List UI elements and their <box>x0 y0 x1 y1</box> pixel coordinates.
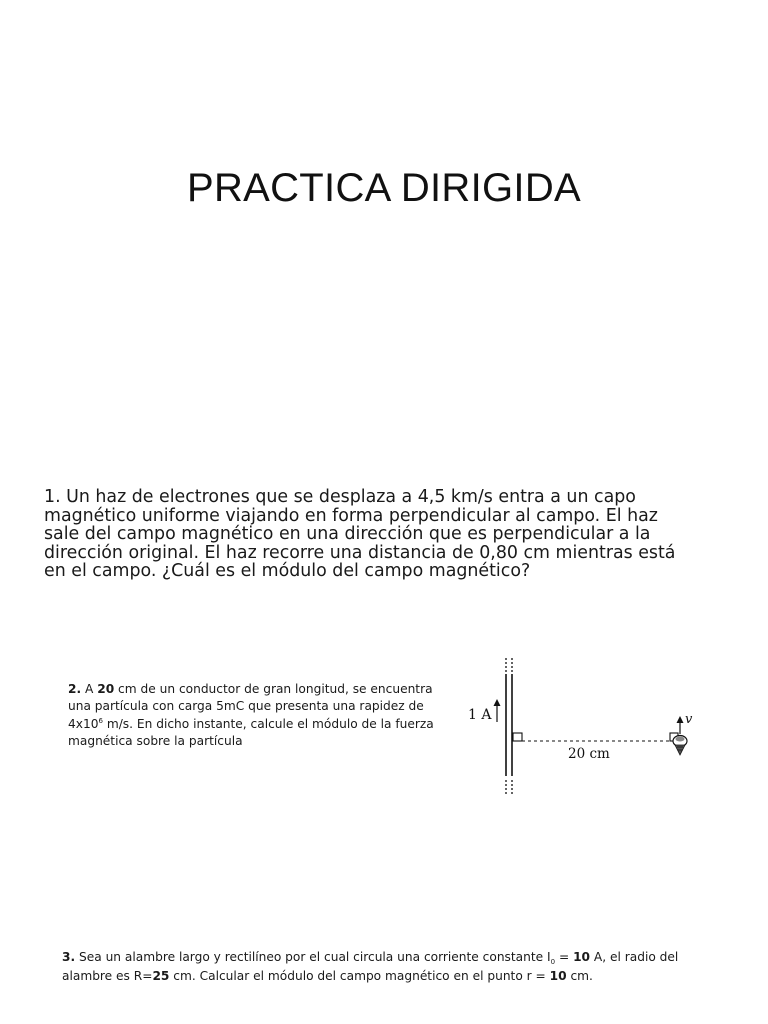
current-label: 1 A <box>468 707 492 723</box>
velocity-arrow-head <box>677 716 684 723</box>
current-arrow-head <box>494 699 501 706</box>
problem-3-subscript: 0 <box>550 958 556 966</box>
right-angle-marker-wire <box>513 733 522 741</box>
problem-3-point: 10 <box>549 968 567 983</box>
distance-label: 20 cm <box>568 746 610 762</box>
problem-2-part-b: cm de un conductor de gran longitud, se encuentra una partícula con carga 5mC que presenta una rapidez de 4x10 <box>68 682 433 731</box>
problem-2-text <box>68 681 448 751</box>
problem-3-part-c: A, el radio del alambre es R= <box>62 950 679 983</box>
problem-2-number: 2. <box>68 682 82 696</box>
problem-2-distance: 20 <box>97 682 115 696</box>
particle-icon <box>673 736 687 756</box>
problem-2-part-c: m/s. En dicho instante, calcule el módulo de la fuerza magnética sobre la partícula <box>68 716 434 749</box>
problem-3-part-a: Sea un alambre largo y rectilíneo por el cual circula una corriente constante I <box>75 950 551 964</box>
problem-3-current: 10 <box>573 950 591 964</box>
problem-3-number: 3. <box>62 950 76 964</box>
problem-3-radius: 25 <box>152 968 170 983</box>
problem-1-text: 1. Un haz de electrones que se desplaza a 4,5 km/s entra a un capo magnético uniforme viajando en forma perpendicular al campo. El haz sale del campo magnético en una dirección que es perpendicular a la dirección original. El haz recorre una distancia de 0,80 cm mientras está en el campo. ¿Cuál es el módulo del campo magnético? <box>44 487 676 582</box>
wire-particle-diagram <box>462 652 708 798</box>
problem-3-part-d: cm. Calcular el módulo del campo magnético en el punto r = <box>169 968 550 983</box>
problem-3-part-b: = <box>555 950 574 964</box>
velocity-label: v <box>685 712 693 727</box>
page-title: PRACTICA DIRIGIDA <box>186 166 582 210</box>
problem-3-text <box>62 948 702 985</box>
problem-3-part-e: cm. <box>566 968 593 983</box>
problem-2-exponent: 6 <box>98 716 103 725</box>
problem-2-part-a: A <box>81 682 98 696</box>
